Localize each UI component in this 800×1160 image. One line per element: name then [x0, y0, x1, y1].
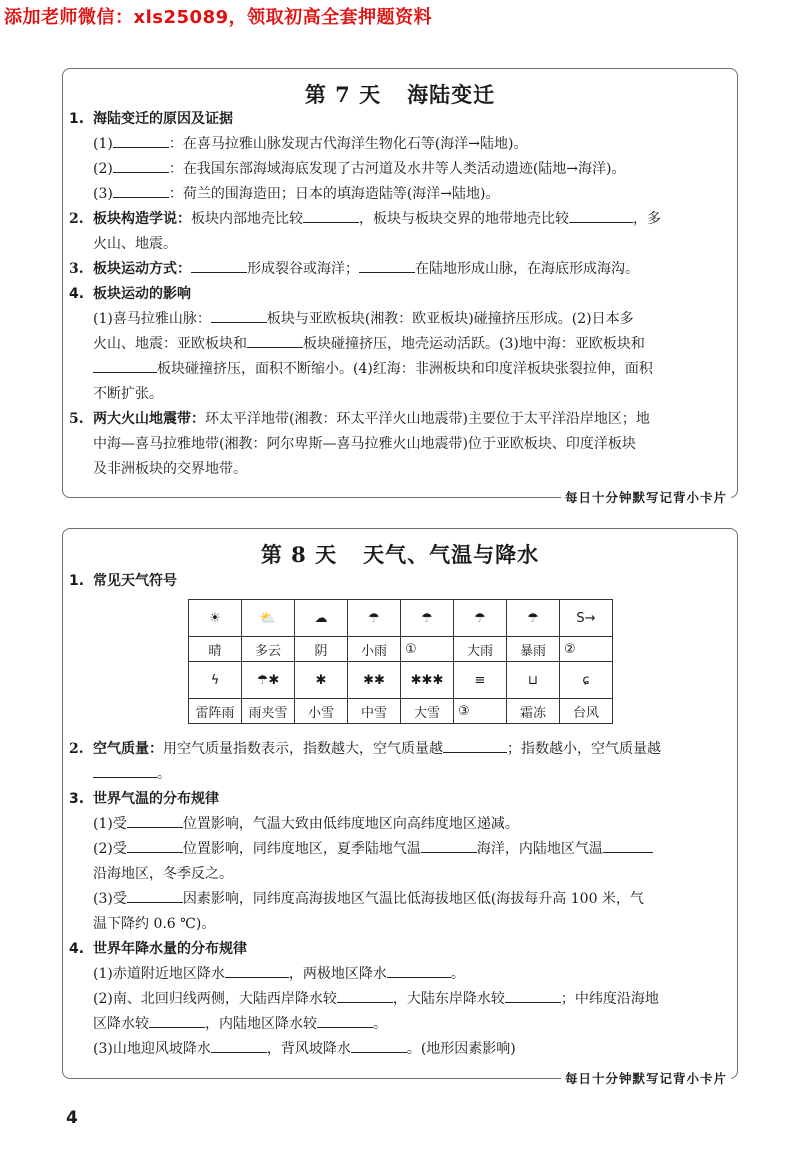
- light-snow-icon: ✱: [295, 662, 348, 699]
- item-text: 区降水较: [93, 1016, 149, 1032]
- moderate-snow-icon: ✱✱: [348, 662, 401, 699]
- answer-blank[interactable]: [337, 988, 393, 1003]
- icon-row: [189, 600, 613, 637]
- item-text: ：荷兰的围海造田；日本的填海造陆等(海洋→陆地)。: [168, 186, 500, 202]
- answer-blank[interactable]: [113, 133, 169, 148]
- item-text: 位置影响，气温大致由低纬度地区向高纬度地区递减。: [182, 816, 519, 832]
- section-number: 3.: [69, 791, 85, 807]
- answer-blank[interactable]: [149, 1013, 205, 1028]
- card-day7: [62, 68, 738, 505]
- section-heading: 世界气温的分布规律: [93, 791, 219, 807]
- item-text: ：在喜马拉雅山脉发现古代海洋生物化石等(海洋→陆地)。: [168, 136, 528, 152]
- item-text: 海洋，内陆地区气温: [476, 841, 603, 857]
- moderate-rain-icon: ☂: [401, 600, 454, 637]
- section-heading: 板块运动方式：: [93, 261, 191, 277]
- symbol-label: 台风: [560, 699, 613, 724]
- sunny-icon: ☀: [189, 600, 242, 637]
- item-text: 及非洲板块的交界地带。: [93, 461, 247, 477]
- symbol-label: 暴雨: [507, 637, 560, 662]
- card-content: [69, 569, 731, 594]
- symbol-label: 霜冻: [507, 699, 560, 724]
- answer-blank[interactable]: [421, 838, 477, 853]
- item-text: ，板块与板块交界的地带地壳比较: [359, 211, 569, 227]
- card-title: [63, 539, 737, 569]
- promo-banner: 添加老师微信：xls25089，领取初高全套押题资料: [4, 7, 433, 28]
- title-topic: 海陆变迁: [407, 82, 496, 107]
- symbol-label: 雨夹雪: [242, 699, 295, 724]
- item-label: (3): [93, 186, 113, 202]
- item-text: ，多: [633, 211, 661, 227]
- answer-blank[interactable]: [93, 763, 157, 778]
- item-text: 位置影响，同纬度地区，夏季陆地气温: [182, 841, 421, 857]
- sandstorm-icon: S→: [560, 600, 613, 637]
- answer-blank[interactable]: [225, 963, 289, 978]
- answer-blank[interactable]: [127, 888, 183, 903]
- title-day: 第 7 天: [304, 82, 382, 107]
- item-text: 不断扩张。: [93, 386, 163, 402]
- heavy-rain-icon: ☂: [454, 600, 507, 637]
- symbol-label: 中雪: [348, 699, 401, 724]
- page-number: 4: [66, 1108, 78, 1128]
- section-number: 2.: [69, 741, 84, 757]
- item-text: ，内陆地区降水较: [205, 1016, 317, 1032]
- item-text: 火山、地震：亚欧板块和: [93, 336, 247, 352]
- thunderstorm-icon: ϟ: [189, 662, 242, 699]
- symbol-label: 大雪: [401, 699, 454, 724]
- sleet-icon: ☂✱: [242, 662, 295, 699]
- section-number: 4.: [69, 941, 85, 957]
- answer-blank[interactable]: [303, 208, 359, 223]
- answer-blank[interactable]: ②: [560, 637, 613, 662]
- item-text: (2)受: [93, 841, 127, 857]
- label-row: [189, 637, 613, 662]
- item-text: 板块碰撞挤压，地壳运动活跃。(3)地中海：亚欧板块和: [303, 336, 645, 352]
- answer-blank[interactable]: [359, 258, 415, 273]
- item-text: ；指数越小，空气质量越: [507, 741, 661, 757]
- title-topic: 天气、气温与降水: [363, 542, 540, 567]
- title-day: 第 8 天: [260, 542, 338, 567]
- typhoon-icon: ɕ: [560, 662, 613, 699]
- card-footer: 每日十分钟默写记背小卡片: [561, 1069, 731, 1087]
- item-text: 环太平洋地带(湘教：环太平洋火山地震带)主要位于太平洋沿岸地区；地: [205, 411, 650, 427]
- section-number: 3.: [69, 261, 84, 277]
- answer-blank[interactable]: [127, 838, 183, 853]
- item-text: 温下降约 0.6 ℃)。: [93, 916, 216, 932]
- card-title: [63, 79, 737, 109]
- answer-blank[interactable]: [505, 988, 561, 1003]
- answer-blank[interactable]: [211, 308, 267, 323]
- item-text: 。: [450, 966, 465, 982]
- item-text: 因素影响，同纬度高海拔地区气温比低海拔地区低(海拔每升高 100 米，气: [182, 891, 644, 907]
- section-number: 1.: [69, 573, 85, 589]
- section-heading: 板块构造学说：: [93, 211, 191, 227]
- weather-symbol-table: [188, 599, 613, 724]
- answer-blank[interactable]: [247, 333, 303, 348]
- section-heading: 海陆变迁的原因及证据: [93, 111, 233, 127]
- item-text: 板块与亚欧板块(湘教：欧亚板块)碰撞挤压形成。(2)日本多: [266, 311, 634, 327]
- item-text: 板块碰撞挤压，面积不断缩小。(4)红海：非洲板块和印度洋板块张裂拉伸，面积: [157, 361, 653, 377]
- rainstorm-icon: ☂: [507, 600, 560, 637]
- answer-blank[interactable]: [191, 258, 247, 273]
- section-number: 5.: [69, 411, 84, 427]
- card-content: [69, 737, 731, 1062]
- answer-blank[interactable]: ③: [454, 699, 507, 724]
- item-text: 火山、地震。: [93, 236, 177, 252]
- item-text: 板块内部地壳比较: [191, 211, 303, 227]
- card-day8: [62, 528, 738, 1086]
- answer-blank[interactable]: [569, 208, 633, 223]
- item-text: 。: [157, 766, 171, 782]
- section-heading: 世界年降水量的分布规律: [93, 941, 247, 957]
- section-heading: 空气质量：: [93, 741, 163, 757]
- answer-blank[interactable]: [317, 1013, 373, 1028]
- answer-blank[interactable]: [211, 1038, 267, 1053]
- answer-blank[interactable]: [603, 838, 653, 853]
- item-text: 中海—喜马拉雅地带(湘教：阿尔卑斯—喜马拉雅火山地震带)位于亚欧板块、印度洋板块: [93, 436, 636, 452]
- item-text: 在陆地形成山脉，在海底形成海沟。: [415, 261, 639, 277]
- section-heading: 板块运动的影响: [93, 286, 191, 302]
- symbol-label: 小雪: [295, 699, 348, 724]
- item-text: ；中纬度沿海地: [560, 991, 659, 1007]
- item-text: 形成裂谷或海洋；: [247, 261, 359, 277]
- symbol-label: 大雨: [454, 637, 507, 662]
- item-text: (1)赤道附近地区降水: [93, 966, 225, 982]
- item-text: (1)受: [93, 816, 127, 832]
- item-text: ，大陆东岸降水较: [392, 991, 505, 1007]
- section-heading: 常见天气符号: [93, 573, 177, 589]
- item-text: (3)受: [93, 891, 127, 907]
- item-text: 沿海地区，冬季反之。: [93, 866, 233, 882]
- answer-blank[interactable]: ①: [401, 637, 454, 662]
- section-number: 4.: [69, 286, 85, 302]
- item-text: 用空气质量指数表示，指数越大，空气质量越: [163, 741, 443, 757]
- answer-blank[interactable]: [93, 358, 157, 373]
- item-text: ，两极地区降水: [288, 966, 387, 982]
- item-text: ，背风坡降水: [266, 1041, 351, 1057]
- answer-blank[interactable]: [443, 738, 507, 753]
- item-text: (1)喜马拉雅山脉：: [93, 311, 211, 327]
- overcast-icon: ☁: [295, 600, 348, 637]
- item-text: (3)山地迎风坡降水: [93, 1041, 211, 1057]
- symbol-label: 雷阵雨: [189, 699, 242, 724]
- item-label: (1): [93, 136, 113, 152]
- answer-blank[interactable]: [113, 183, 169, 198]
- partly-cloudy-icon: ⛅: [242, 600, 295, 637]
- section-number: 2.: [69, 211, 84, 227]
- frost-icon: ⊔: [507, 662, 560, 699]
- symbol-label: 晴: [189, 637, 242, 662]
- label-row: [189, 699, 613, 724]
- symbol-label: 小雨: [348, 637, 401, 662]
- answer-blank[interactable]: [127, 813, 183, 828]
- heavy-snow-icon: ✱✱✱: [401, 662, 454, 699]
- answer-blank[interactable]: [113, 158, 169, 173]
- light-rain-icon: ☂: [348, 600, 401, 637]
- section-number: 1.: [69, 111, 85, 127]
- card-content: [69, 107, 731, 482]
- icon-row: [189, 662, 613, 699]
- fog-icon: ≡: [454, 662, 507, 699]
- card-footer: 每日十分钟默写记背小卡片: [561, 488, 731, 506]
- symbol-label: 多云: [242, 637, 295, 662]
- item-label: (2): [93, 161, 113, 177]
- answer-blank[interactable]: [387, 963, 451, 978]
- section-heading: 两大火山地震带：: [93, 411, 205, 427]
- symbol-label: 阴: [295, 637, 348, 662]
- answer-blank[interactable]: [351, 1038, 407, 1053]
- item-text: (2)南、北回归线两侧，大陆西岸降水较: [93, 991, 337, 1007]
- item-text: ：在我国东部海域海底发现了古河道及水井等人类活动遗迹(陆地→海洋)。: [168, 161, 626, 177]
- item-text: 。: [373, 1016, 387, 1032]
- item-text: 。(地形因素影响): [406, 1041, 516, 1057]
